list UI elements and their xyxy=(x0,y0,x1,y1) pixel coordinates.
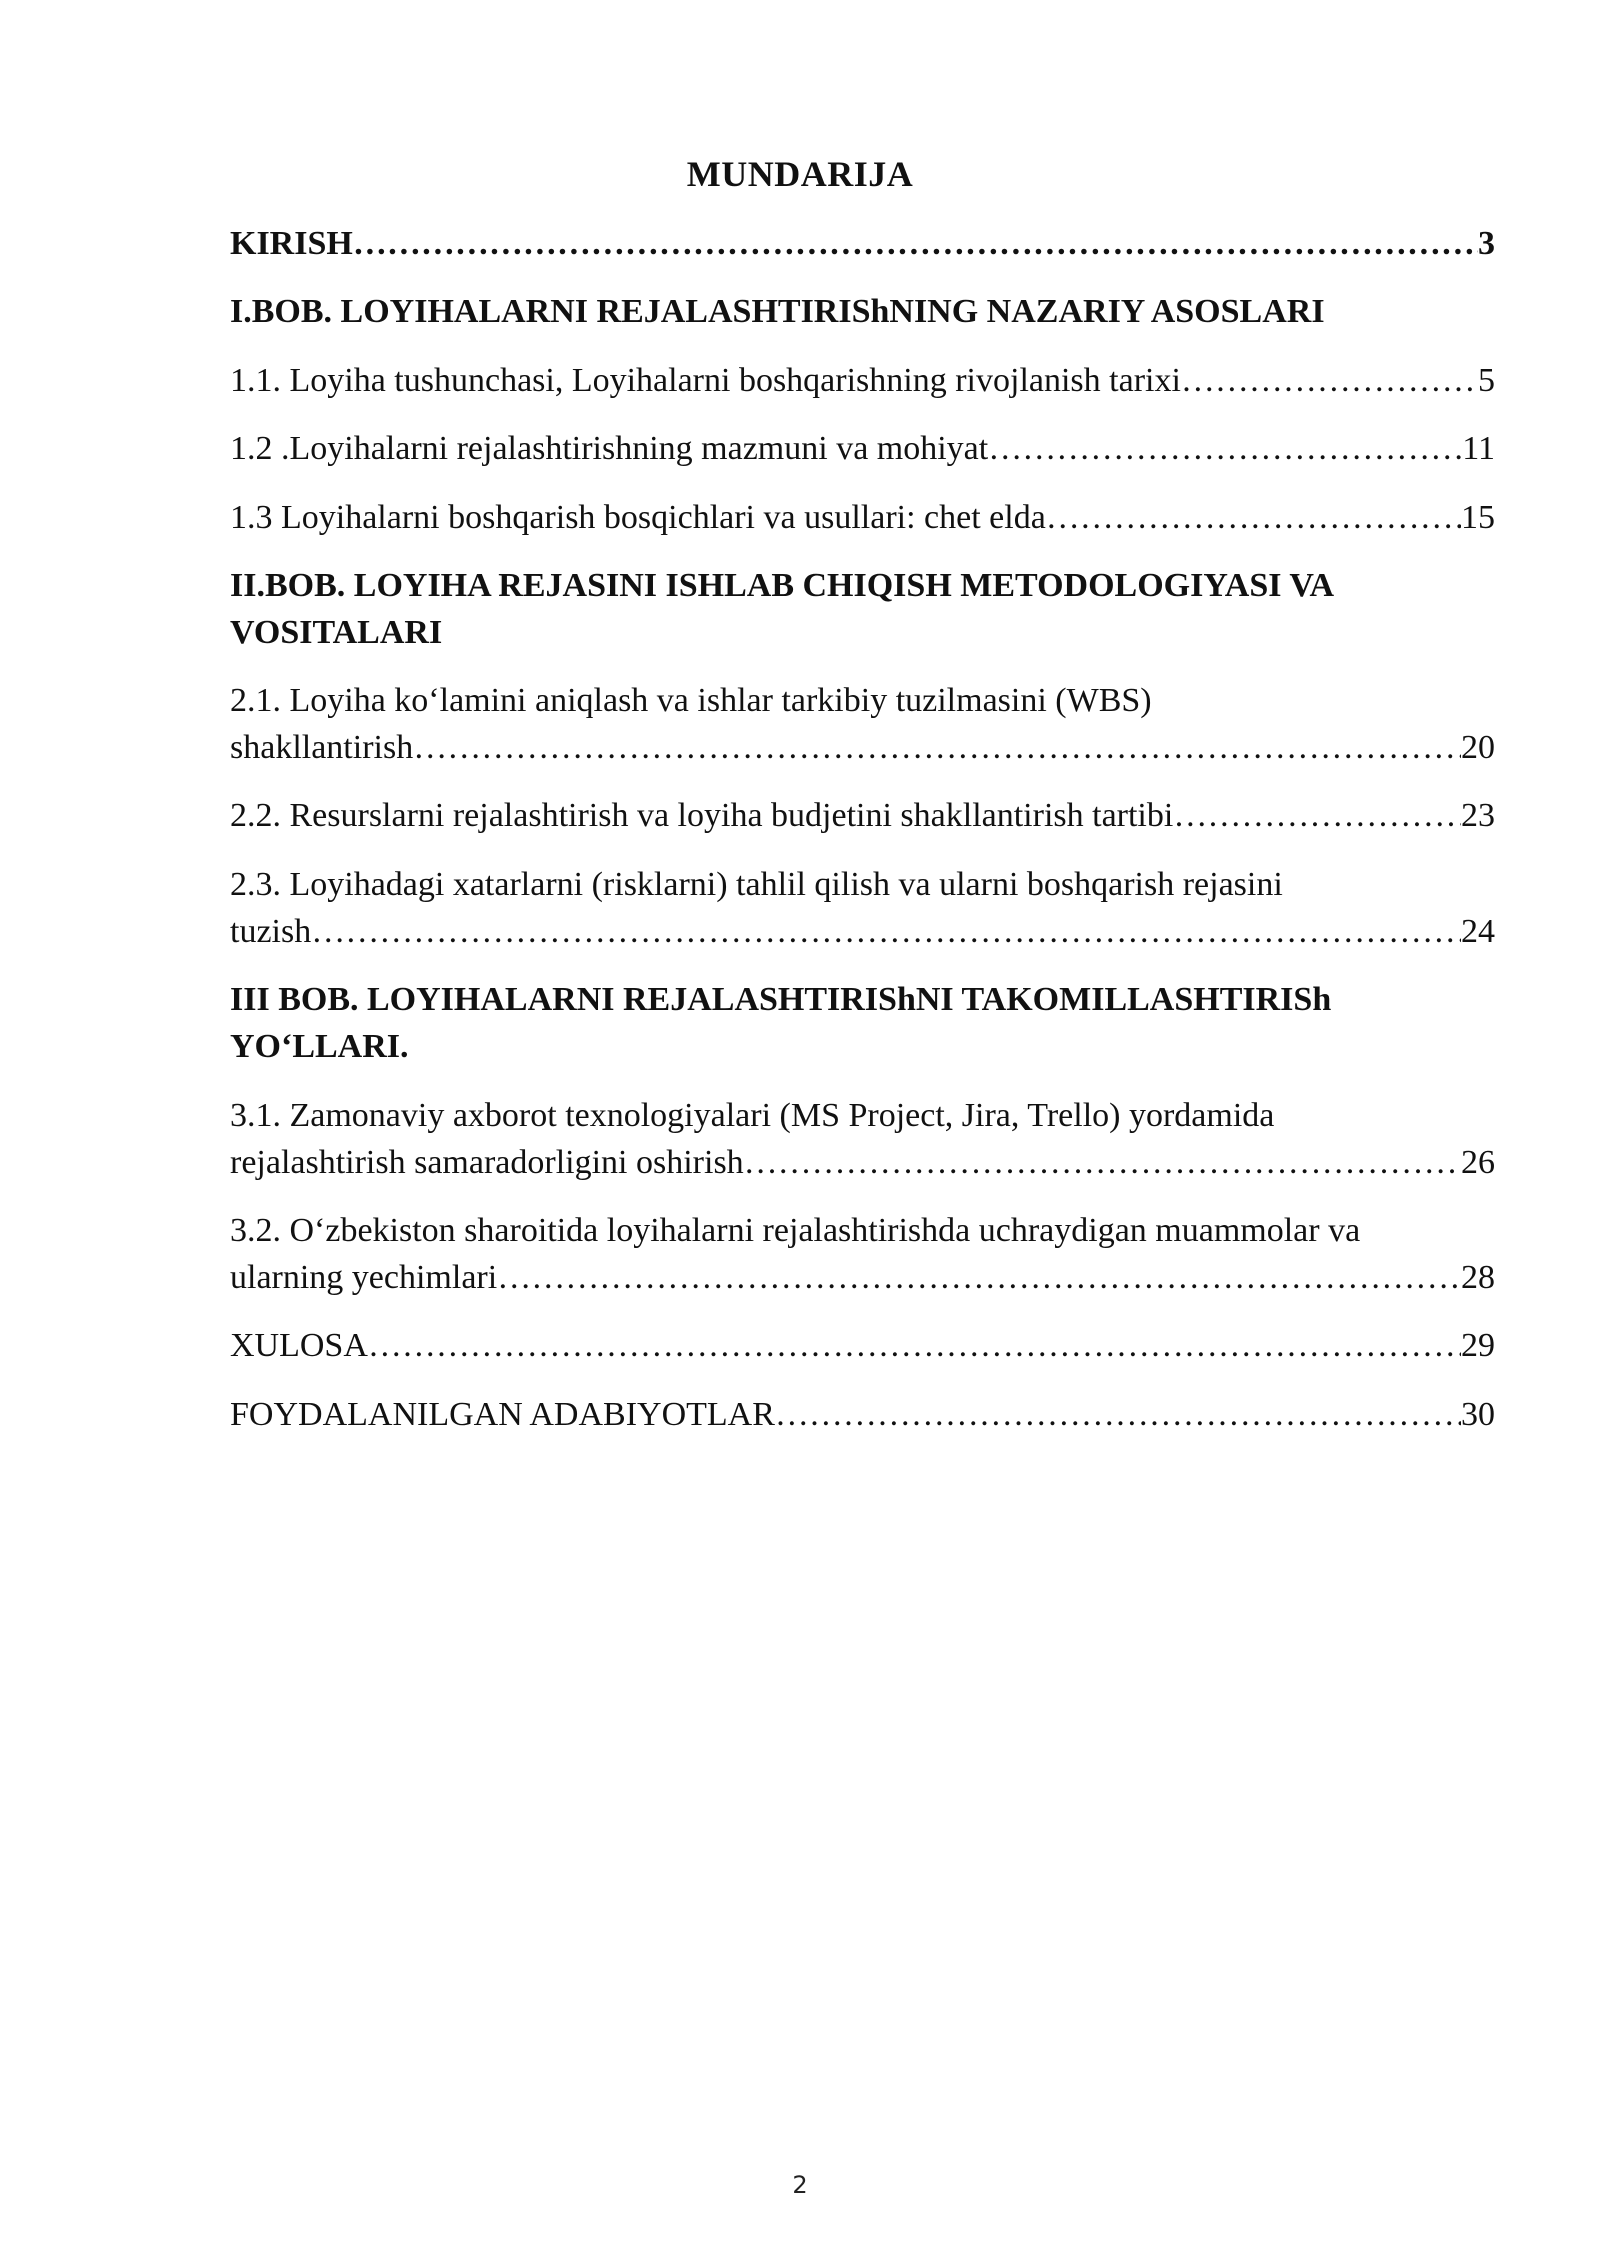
toc-entry-page: 15 xyxy=(1461,499,1495,536)
toc-entry-page: 3 xyxy=(1478,225,1495,262)
toc-entry-3-2 xyxy=(230,1207,1495,1301)
toc-entry-kirish xyxy=(230,220,1495,267)
toc-leader-dots xyxy=(497,1254,1461,1301)
toc-entry-text-line1: 3.2. O‘zbekiston sharoitida loyihalarni rejalashtirishda uchraydigan muammolar va xyxy=(230,1212,1361,1249)
toc-leader-dots xyxy=(1181,357,1478,404)
toc-entry-1-1 xyxy=(230,357,1495,404)
toc-entry-adabiyotlar xyxy=(230,1391,1495,1438)
toc-entry-page: 26 xyxy=(1461,1144,1495,1181)
toc-entry-2-2 xyxy=(230,792,1495,839)
toc-entry-page: 29 xyxy=(1461,1327,1495,1364)
toc-entry-page: 5 xyxy=(1478,362,1495,399)
toc-leader-dots xyxy=(311,908,1461,955)
toc-leader-dots xyxy=(1173,792,1461,839)
toc-entry-text-line1: III BOB. LOYIHALARNI REJALASHTIRIShNI TAKOMILLASHTIRISh xyxy=(230,981,1332,1018)
toc-entry-page: 28 xyxy=(1461,1259,1495,1296)
toc-entry-page: 20 xyxy=(1461,729,1495,766)
toc-entry-text-line2: VOSITALARI xyxy=(230,614,443,651)
toc-chapter-1 xyxy=(230,288,1495,335)
toc-entry-xulosa xyxy=(230,1322,1495,1369)
toc-entry-text: 1.2 .Loyihalarni rejalashtirishning mazmuni va mohiyat xyxy=(230,430,989,467)
toc-entry-3-1 xyxy=(230,1092,1495,1186)
toc-entry-1-3 xyxy=(230,494,1495,541)
toc-chapter-3 xyxy=(230,976,1495,1070)
toc-entry-text-line1: 2.1. Loyiha ko‘lamini aniqlash va ishlar tarkibiy tuzilmasini (WBS) xyxy=(230,682,1152,719)
toc-entry-text-line1: II.BOB. LOYIHA REJASINI ISHLAB CHIQISH METODOLOGIYASI VA xyxy=(230,567,1335,604)
toc-leader-dots xyxy=(775,1391,1461,1438)
toc-entry-text-line2: tuzish xyxy=(230,913,312,950)
toc-leader-dots xyxy=(988,425,1462,472)
toc-entry-text-line2: YO‘LLARI. xyxy=(230,1028,409,1065)
toc-entry-1-2 xyxy=(230,425,1495,472)
toc-entry-page: 24 xyxy=(1461,913,1495,950)
toc-entry-text: FOYDALANILGAN ADABIYOTLAR xyxy=(230,1396,775,1433)
toc-entry-text: 1.3 Loyihalarni boshqarish bosqichlari va usullari: chet elda xyxy=(230,499,1046,536)
toc-entry-page: 30 xyxy=(1461,1396,1495,1433)
toc-entry-text: 1.1. Loyiha tushunchasi, Loyihalarni boshqarishning rivojlanish tarixi xyxy=(230,362,1181,399)
toc-entry-page: 23 xyxy=(1461,797,1495,834)
toc-leader-dots xyxy=(353,220,1478,267)
toc-entry-text: KIRISH xyxy=(230,225,353,262)
toc-entry-text: I.BOB. LOYIHALARNI REJALASHTIRIShNING NAZARIY ASOSLARI xyxy=(230,293,1325,330)
toc-leader-dots xyxy=(744,1139,1461,1186)
toc-leader-dots xyxy=(1046,494,1461,541)
toc-entry-text-line1: 3.1. Zamonaviy axborot texnologiyalari (MS Project, Jira, Trello) yordamida xyxy=(230,1097,1275,1134)
toc-entry-2-1 xyxy=(230,677,1495,771)
toc-entry-text: 2.2. Resurslarni rejalashtirish va loyiha budjetini shakllantirish tartibi xyxy=(230,797,1174,834)
toc-entry-2-3 xyxy=(230,861,1495,955)
page-title: MUNDARIJA xyxy=(686,154,914,194)
toc-leader-dots xyxy=(413,724,1461,771)
toc-entry-text-line1: 2.3. Loyihadagi xatarlarni (risklarni) tahlil qilish va ularni boshqarish rejasini xyxy=(230,866,1283,903)
toc-chapter-2 xyxy=(230,562,1495,656)
toc-entry-page: 11 xyxy=(1462,430,1495,467)
toc-entry-text-line2: rejalashtirish samaradorligini oshirish xyxy=(230,1144,744,1181)
toc-entry-text-line2: shakllantirish xyxy=(230,729,414,766)
page-number: 2 xyxy=(792,2171,808,2199)
toc-entry-text-line2: ularning yechimlari xyxy=(230,1259,498,1296)
toc-leader-dots xyxy=(368,1322,1461,1369)
toc-entry-text: XULOSA xyxy=(230,1327,368,1364)
